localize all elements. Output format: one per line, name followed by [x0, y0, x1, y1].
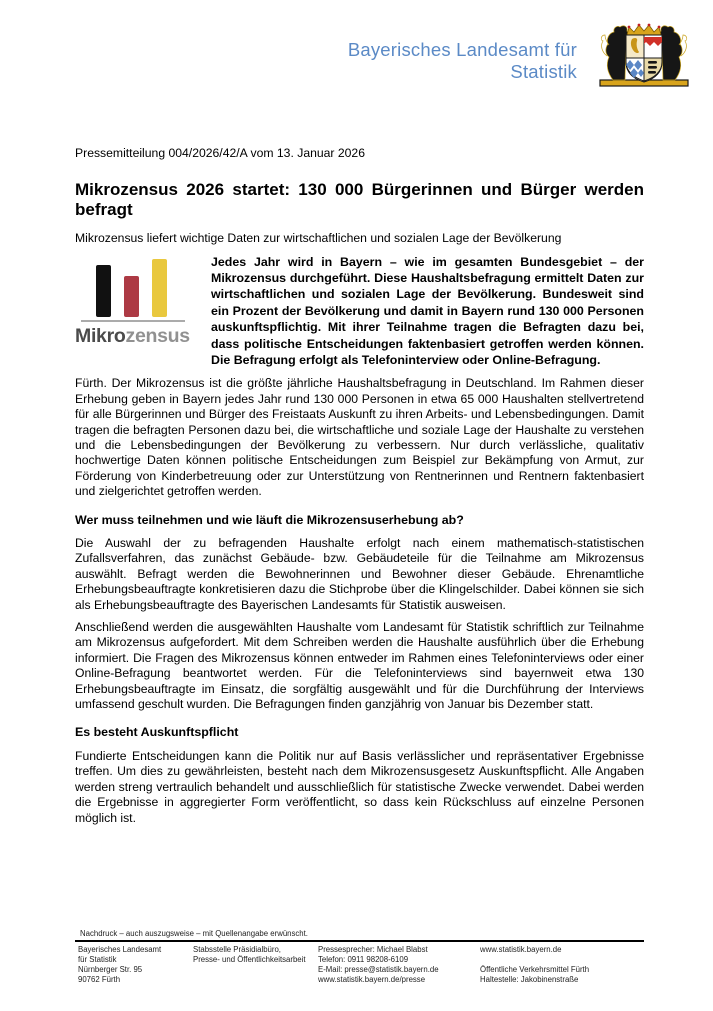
footer-line: Stabsstelle Präsidialbüro,	[193, 944, 281, 954]
press-release-meta: Pressemitteilung 004/2026/42/A vom 13. Januar 2026	[75, 146, 365, 160]
section-heading: Es besteht Auskunftspflicht	[75, 725, 239, 740]
footer-columns	[75, 942, 644, 985]
footer-col-address	[78, 945, 193, 985]
paragraph: Die Auswahl der zu befragenden Haushalte erfolgt nach einem mathematisch-statistischen Zufallsverfahren, das zunächst Gebäude- bzw. Gebäudeteile für die Teilnahme am Mikrozensus auswählt. Befragt werden die Bewohnerinnen und Bewohner dieser Gebäude. Ehrenamtliche Erhebungsbeauftragte konkretisieren dazu die Stichprobe über die Klingelschilder. Dabei können sie sich als Erhebungsbeauftragte des Bayerischen Landesamts für Statistik ausweisen.	[75, 536, 644, 612]
footer-line: Öffentliche Verkehrsmittel Fürth	[480, 964, 590, 974]
mikrozensus-logo	[75, 257, 199, 361]
footer-col-web-transit	[480, 945, 644, 985]
footer-line: Pressesprecher: Michael Blabst	[318, 944, 428, 954]
page-header	[348, 22, 692, 93]
section-heading: Wer muss teilnehmen und wie läuft die Mikrozensuserhebung ab?	[75, 512, 464, 527]
footer-col-department	[193, 945, 318, 985]
footer-line	[480, 955, 644, 965]
footer-line: für Statistik	[78, 954, 117, 964]
agency-name	[348, 39, 577, 83]
bar-chart-logo-icon	[75, 257, 199, 317]
agency-name-line2: Statistik	[510, 61, 577, 82]
document-body	[75, 146, 644, 833]
paragraph: Fürth. Der Mikrozensus ist die größte jährliche Haushaltsbefragung in Deutschland. Im Rahmen dieser Erhebung geben in Bayern jedes Jahr rund 130 000 Personen in etwa 65 000 Haushalten stellvertretend für alle Bürgerinnen und Bürger des Freistaats Auskunft zu ihren Arbeits- und Lebensbedingungen. Damit tragen die befragten Personen dazu bei, die wirtschaftliche und soziale Lage der Haushalte zu verstehen und die Lebensbedingungen der Bevölkerung zu verbessern. Nur durch verlässliche, qualitativ hochwertige Daten können politische Entscheidungen zum Beispiel zur Bekämpfung von Armut, zur Förderung von Kinderbetreuung oder zur Unterstützung von Rentnerinnen und Rentnern faktenbasiert und zielgerichtet getroffen werden.	[75, 376, 644, 499]
footer-col-press-contact	[318, 945, 480, 985]
headline: Mikrozensus 2026 startet: 130 000 Bürgerinnen und Bürger werden befragt	[75, 180, 644, 219]
logo-divider	[81, 320, 185, 322]
subheadline: Mikrozensus liefert wichtige Daten zur wirtschaftlichen und sozialen Lage der Bevölkerung	[75, 231, 562, 245]
paragraph: Fundierte Entscheidungen kann die Politik nur auf Basis verlässlicher und repräsentativer Ergebnisse treffen. Um dies zu gewährleisten, besteht nach dem Mikrozensusgesetz Auskunftspflicht. Alle Angaben werden streng vertraulich behandelt und ausschließlich für statistische Zwecke verwendet. Dabei werden die Ergebnisse in aggregierter Form veröffentlicht, so dass kein Rückschluss auf einzelne Personen möglich ist.	[75, 748, 644, 825]
page-footer	[75, 929, 644, 985]
footer-press-url: www.statistik.bayern.de/presse	[318, 974, 426, 984]
logo-wordmark	[75, 325, 199, 347]
logo-wordmark-bold: Mikro	[75, 324, 126, 347]
reprint-notice: Nachdruck – auch auszugsweise – mit Quellenangabe erwünscht.	[80, 929, 308, 938]
agency-name-line1: Bayerisches Landesamt für	[347, 39, 577, 60]
footer-line: Bayerisches Landesamt	[78, 944, 162, 954]
footer-line: 90762 Fürth	[78, 974, 121, 984]
footer-email: E-Mail: presse@statistik.bayern.de	[318, 964, 439, 974]
logo-wordmark-light: zensus	[125, 324, 190, 347]
footer-website-url: www.statistik.bayern.de	[480, 944, 562, 954]
logo-bar-red	[124, 276, 139, 317]
footer-line: Presse- und Öffentlichkeitsarbeit	[193, 954, 306, 964]
bavarian-coat-of-arms-icon	[596, 22, 692, 93]
footer-line: Haltestelle: Jakobinenstraße	[480, 974, 579, 984]
intro-text: Jedes Jahr wird in Bayern – wie im gesamten Bundesgebiet – der Mikrozensus durchgeführt. Diese Haushaltsbefragung ermittelt Daten zur wirtschaftlichen und sozialen Lage der Bevölkerung. Bundesweit sind ein Prozent der Bevölkerung und damit in Bayern rund 130 000 Personen auskunftspflichtig. Mit ihrer Teilnahme tragen die Befragten dazu bei, dass politische Entscheidungen faktenbasiert getroffen werden können. Die Befragung erfolgt als Telefoninterview oder Online-Befragung.	[211, 254, 644, 367]
logo-bar-yellow	[152, 259, 167, 317]
logo-bar-black	[96, 265, 111, 317]
footer-line: Nürnberger Str. 95	[78, 964, 143, 974]
paragraph: Anschließend werden die ausgewählten Haushalte vom Landesamt für Statistik schriftlich zur Teilnahme am Mikrozensus aufgefordert. Mit dem Schreiben werden die Haushalte ausführlich über die Erhebung informiert. Die Fragen des Mikrozensus können entweder im Rahmen eines Telefoninterviews oder einer Online-Befragung beantwortet werden. Für die Telefoninterviews sind bayernweit etwa 130 Erhebungsbeauftragte im Einsatz, die sorgfältig ausgewählt und für die Durchführung der Interviews umfassend geschult wurden. Die Befragungen finden ganzjährig von Januar bis Dezember statt.	[75, 620, 644, 712]
intro-paragraph	[75, 254, 644, 369]
footer-line: Telefon: 0911 98208-6109	[318, 954, 409, 964]
